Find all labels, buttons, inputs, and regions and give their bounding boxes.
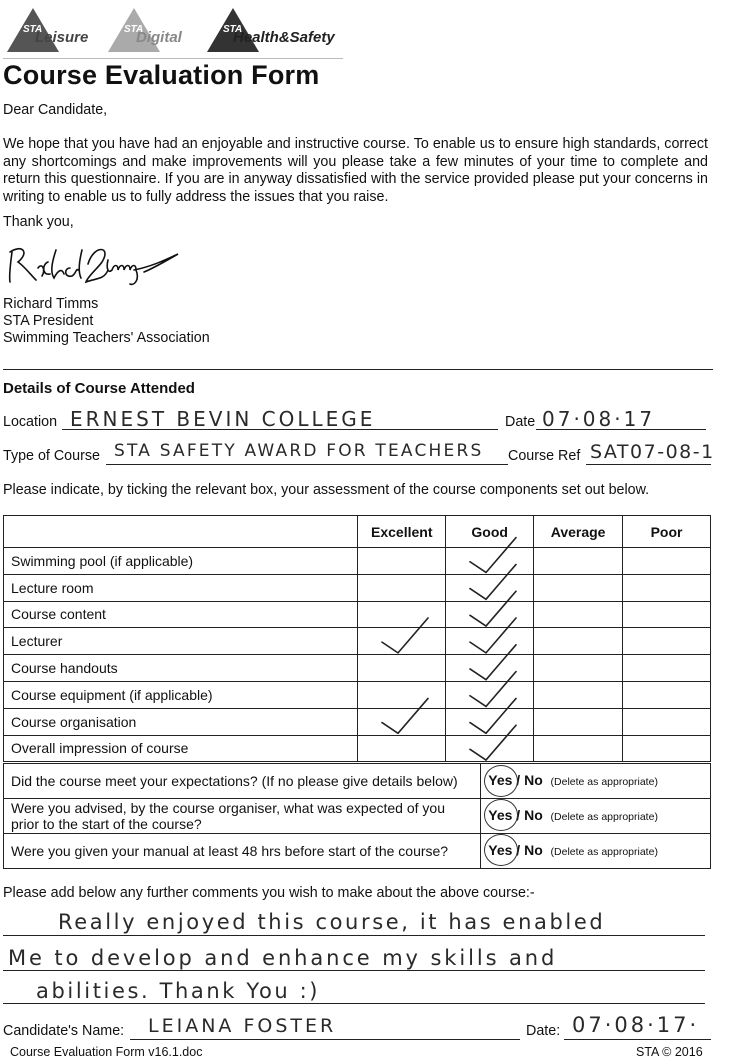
yes-no-row bbox=[4, 764, 711, 799]
yes-no-table bbox=[3, 763, 711, 869]
cell-poor[interactable] bbox=[623, 735, 711, 762]
type-value: STA SAFETY AWARD FOR TEACHERS bbox=[114, 441, 484, 461]
question-text: Were you advised, by the course organiser, what was expected of you prior to the start of the course? bbox=[4, 799, 481, 834]
cell-good[interactable] bbox=[446, 574, 534, 601]
yes-circle bbox=[484, 799, 518, 831]
sta-digital-logo: STA Digital bbox=[106, 6, 198, 56]
rating-row bbox=[4, 574, 711, 601]
cell-excellent[interactable] bbox=[358, 601, 446, 628]
rating-row bbox=[4, 601, 711, 628]
col-excellent: Excellent bbox=[358, 516, 446, 548]
type-field[interactable] bbox=[106, 464, 508, 465]
row-label: Course equipment (if applicable) bbox=[4, 681, 358, 708]
cell-excellent[interactable] bbox=[358, 628, 446, 655]
col-good: Good bbox=[446, 516, 534, 548]
row-label: Overall impression of course bbox=[4, 735, 358, 762]
cell-excellent[interactable] bbox=[358, 548, 446, 575]
row-label: Course handouts bbox=[4, 655, 358, 682]
course-ref-field[interactable] bbox=[586, 464, 711, 465]
cell-average[interactable] bbox=[534, 708, 623, 735]
rating-row bbox=[4, 548, 711, 575]
cell-poor[interactable] bbox=[623, 601, 711, 628]
col-poor: Poor bbox=[623, 516, 711, 548]
cell-average[interactable] bbox=[534, 735, 623, 762]
footer-copyright: STA © 2016 bbox=[636, 1045, 703, 1059]
cell-average[interactable] bbox=[534, 601, 623, 628]
rating-row bbox=[4, 628, 711, 655]
delete-note: (Delete as appropriate) bbox=[550, 776, 658, 788]
candidate-name-field[interactable] bbox=[130, 1039, 520, 1040]
section-divider bbox=[3, 369, 713, 370]
cell-poor[interactable] bbox=[623, 681, 711, 708]
no-option[interactable]: No bbox=[524, 772, 543, 788]
comment-text: Me to develop and enhance my skills and bbox=[8, 946, 558, 970]
cell-good[interactable] bbox=[446, 735, 534, 762]
comments-prompt: Please add below any further comments you wish to make about the above course:- bbox=[3, 885, 535, 901]
cell-poor[interactable] bbox=[623, 548, 711, 575]
candidate-name-value: LEIANA FOSTER bbox=[148, 1015, 337, 1037]
yes-no-row bbox=[4, 799, 711, 834]
sender-org: Swimming Teachers' Association bbox=[3, 330, 210, 346]
yes-option[interactable]: Yes bbox=[488, 807, 513, 823]
yes-circle bbox=[484, 834, 518, 866]
form-title: Course Evaluation Form bbox=[3, 60, 320, 90]
comment-line[interactable] bbox=[3, 970, 705, 971]
cell-excellent[interactable] bbox=[358, 735, 446, 762]
yes-option[interactable]: Yes bbox=[488, 772, 513, 788]
candidate-date-field[interactable] bbox=[564, 1039, 711, 1040]
sta-leisure-logo: STA Leisure bbox=[5, 6, 100, 56]
candidate-date-label: Date: bbox=[526, 1023, 561, 1039]
candidate-date-value: 07·08·17· bbox=[572, 1013, 700, 1037]
details-heading: Details of Course Attended bbox=[3, 380, 195, 397]
cell-average[interactable] bbox=[534, 628, 623, 655]
yes-no-row bbox=[4, 834, 711, 869]
footer-doc-name: Course Evaluation Form v16.1.doc bbox=[10, 1045, 203, 1059]
header-divider bbox=[3, 58, 343, 59]
option-separator: / bbox=[512, 842, 525, 858]
course-date-label: Date bbox=[505, 414, 536, 430]
no-option[interactable]: No bbox=[524, 842, 543, 858]
cell-good[interactable] bbox=[446, 681, 534, 708]
cell-poor[interactable] bbox=[623, 655, 711, 682]
type-label: Type of Course bbox=[3, 448, 100, 464]
greeting: Dear Candidate, bbox=[3, 102, 108, 118]
location-label: Location bbox=[3, 414, 58, 430]
yes-option[interactable]: Yes bbox=[488, 842, 513, 858]
cell-average[interactable] bbox=[534, 574, 623, 601]
rating-row bbox=[4, 655, 711, 682]
rating-header-blank bbox=[4, 516, 358, 548]
cell-poor[interactable] bbox=[623, 628, 711, 655]
cell-excellent[interactable] bbox=[358, 655, 446, 682]
sta-health-safety-logo: STA Health&Safety bbox=[205, 6, 345, 56]
comment-text: Really enjoyed this course, it has enabled bbox=[58, 910, 606, 934]
rating-row bbox=[4, 735, 711, 762]
rating-header-row bbox=[4, 516, 711, 548]
cell-good[interactable] bbox=[446, 708, 534, 735]
option-separator: / bbox=[512, 772, 525, 788]
row-label: Lecturer bbox=[4, 628, 358, 655]
cell-average[interactable] bbox=[534, 548, 623, 575]
cell-excellent[interactable] bbox=[358, 708, 446, 735]
cell-average[interactable] bbox=[534, 655, 623, 682]
signature bbox=[4, 232, 184, 290]
candidate-name-label: Candidate's Name: bbox=[3, 1023, 125, 1039]
instructions: Please indicate, by ticking the relevant box, your assessment of the course components set out below. bbox=[3, 482, 650, 498]
course-ref-label: Course Ref bbox=[508, 448, 581, 464]
no-option[interactable]: No bbox=[524, 807, 543, 823]
cell-good[interactable] bbox=[446, 655, 534, 682]
comment-line[interactable] bbox=[3, 935, 705, 936]
question-text: Were you given your manual at least 48 hrs before start of the course? bbox=[4, 834, 481, 869]
delete-note: (Delete as appropriate) bbox=[550, 811, 658, 823]
course-date-value: 07·08·17 bbox=[542, 407, 656, 431]
rating-table bbox=[3, 515, 711, 762]
thanks-line: Thank you, bbox=[3, 214, 74, 230]
cell-poor[interactable] bbox=[623, 708, 711, 735]
cell-average[interactable] bbox=[534, 681, 623, 708]
sender-role: STA President bbox=[3, 313, 94, 329]
cell-good[interactable] bbox=[446, 628, 534, 655]
cell-good[interactable] bbox=[446, 601, 534, 628]
question-text: Did the course meet your expectations? (If no please give details below) bbox=[4, 764, 481, 799]
comment-text: abilities. Thank You :) bbox=[36, 979, 321, 1003]
course-ref-value: SAT07-08-1 bbox=[590, 441, 715, 463]
col-average: Average bbox=[534, 516, 623, 548]
cell-excellent[interactable] bbox=[358, 574, 446, 601]
row-label: Course organisation bbox=[4, 708, 358, 735]
intro-paragraph: We hope that you have had an enjoyable and instructive course. To enable us to ensure high standards, correct any shortcomings and make improvements will you please take a few minutes of your time to complete and return this questionnaire. If you are in anyway dissatisfied with the service provided please put your concerns in writing to enable us to fully address the issues that you raise. bbox=[3, 136, 708, 205]
row-label: Lecture room bbox=[4, 574, 358, 601]
cell-excellent[interactable] bbox=[358, 681, 446, 708]
comment-line[interactable] bbox=[3, 1003, 705, 1004]
yes-circle bbox=[484, 765, 518, 797]
location-value: ERNEST BEVIN COLLEGE bbox=[70, 407, 376, 431]
cell-good[interactable] bbox=[446, 548, 534, 575]
row-label: Swimming pool (if applicable) bbox=[4, 548, 358, 575]
sender-name: Richard Timms bbox=[3, 296, 99, 312]
rating-row bbox=[4, 708, 711, 735]
option-separator: / bbox=[512, 807, 525, 823]
row-label: Course content bbox=[4, 601, 358, 628]
cell-poor[interactable] bbox=[623, 574, 711, 601]
delete-note: (Delete as appropriate) bbox=[550, 846, 658, 858]
rating-row bbox=[4, 681, 711, 708]
